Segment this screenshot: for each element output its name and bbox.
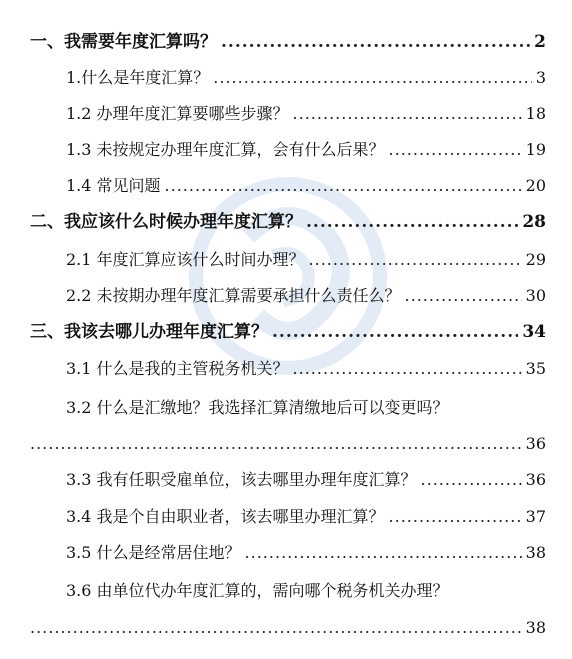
toc-entry-section-1[interactable]: [30, 31, 546, 53]
toc-entry-3-2-title[interactable]: 3.2 什么是汇缴地？我选择汇算清缴地后可以变更吗？: [66, 398, 449, 417]
toc-entry-title: 1.4 常见问题: [66, 176, 161, 195]
dot-leader: [405, 285, 522, 307]
dot-leader: [421, 469, 522, 491]
toc-page-number: 34: [522, 322, 546, 342]
toc-page-number: 20: [525, 176, 546, 195]
toc-entry-2-1[interactable]: [66, 249, 546, 271]
dot-leader: [221, 31, 530, 53]
toc-entry-title: 3.3 我有任职受雇单位，该去哪里办理年度汇算？: [66, 470, 417, 489]
toc-entry-title: 2.2 未按期办理年度汇算需要承担什么责任么？: [66, 286, 401, 305]
toc-entry-section-2[interactable]: [30, 211, 546, 233]
toc-entry-title: 3.1 什么是我的主管税务机关？: [66, 359, 289, 378]
toc-page-number: 36: [525, 470, 546, 489]
dot-leader: [30, 617, 522, 639]
dot-leader: [306, 211, 518, 233]
toc-page-number: 36: [525, 434, 546, 453]
toc-entry-1-2[interactable]: [66, 103, 546, 125]
toc-page-number: 29: [525, 250, 546, 269]
toc-entry-3-4[interactable]: [66, 506, 546, 528]
toc-page-number: 30: [525, 286, 546, 305]
toc-page-number: 28: [522, 212, 546, 232]
toc-page-number: 38: [525, 618, 546, 637]
dot-leader: [293, 358, 522, 380]
toc-entry-3-6-continuation[interactable]: [30, 617, 546, 639]
dot-leader: [213, 67, 532, 89]
dot-leader: [309, 249, 522, 271]
toc-entry-title: 二、我应该什么时候办理年度汇算？: [30, 212, 302, 232]
dot-leader: [272, 321, 518, 343]
toc-entry-3-3[interactable]: [66, 469, 546, 491]
toc-entry-title: 1.2 办理年度汇算要哪些步骤？: [66, 104, 289, 123]
toc-page-number: 37: [525, 507, 546, 526]
toc-entry-title: 一、我需要年度汇算吗？: [30, 32, 217, 52]
toc-entry-2-2[interactable]: [66, 285, 546, 307]
dot-leader: [30, 433, 522, 455]
dot-leader: [165, 175, 522, 197]
dot-leader: [293, 103, 522, 125]
toc-page-number: 19: [525, 140, 546, 159]
toc-page-number: 3: [535, 68, 546, 87]
watermark-logo-icon: [188, 176, 388, 376]
toc-entry-3-2-continuation[interactable]: [30, 433, 546, 455]
toc-page-number: 2: [534, 32, 546, 52]
toc-entry-3-1[interactable]: [66, 358, 546, 380]
toc-entry-3-6-title[interactable]: 3.6 由单位代办年度汇算的，需向哪个税务机关办理？: [66, 581, 449, 600]
dot-leader: [245, 542, 522, 564]
dot-leader: [389, 139, 522, 161]
dot-leader: [389, 506, 522, 528]
toc-entry-1-1[interactable]: [66, 67, 546, 89]
toc-entry-title: 3.5 什么是经常居住地？: [66, 543, 241, 562]
toc-entry-1-4[interactable]: [66, 175, 546, 197]
toc-entry-title: 3.4 我是个自由职业者，该去哪里办理汇算？: [66, 507, 385, 526]
toc-entry-title: 2.1 年度汇算应该什么时间办理？: [66, 250, 305, 269]
toc-entry-1-3[interactable]: [66, 139, 546, 161]
toc-page-number: 18: [525, 104, 546, 123]
toc-entry-section-3[interactable]: [30, 321, 546, 343]
toc-entry-3-5[interactable]: [66, 542, 546, 564]
toc-entry-title: 1.什么是年度汇算？: [66, 68, 210, 87]
toc-page-number: 35: [525, 359, 546, 378]
toc-page-number: 38: [525, 543, 546, 562]
toc-entry-title: 三、我该去哪儿办理年度汇算？: [30, 322, 268, 342]
toc-entry-title: 1.3 未按规定办理年度汇算，会有什么后果？: [66, 140, 385, 159]
